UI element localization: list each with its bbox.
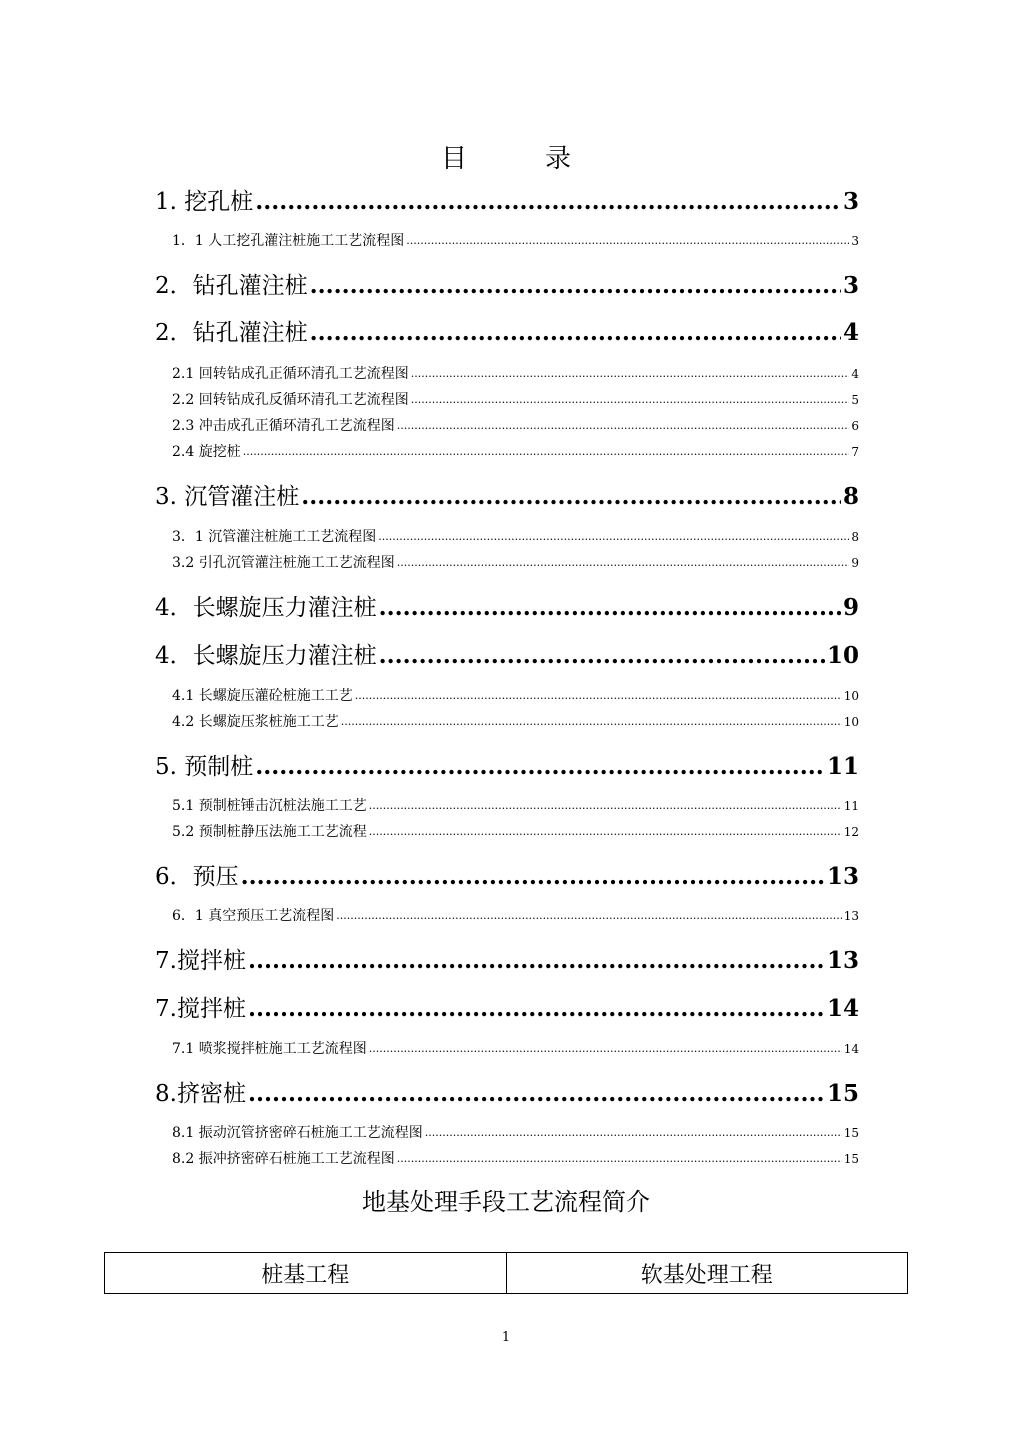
toc-entry-label: 8.2 振冲挤密碎石桩施工工艺流程图 xyxy=(172,1151,395,1167)
toc-entry-label: 6．1 真空预压工艺流程图 xyxy=(172,908,335,924)
toc-entry[interactable] xyxy=(172,553,859,573)
toc-entry-page: 11 xyxy=(826,753,859,780)
toc-entry[interactable] xyxy=(172,231,859,251)
toc-entry-label: 2.2 回转钻成孔反循环清孔工艺流程图 xyxy=(172,392,409,408)
toc-leader xyxy=(255,752,825,782)
toc-entry-label: 8.1 振动沉管挤密碎石桩施工工艺流程图 xyxy=(172,1125,423,1141)
toc-entry[interactable] xyxy=(172,1149,859,1169)
toc-leader xyxy=(369,1039,842,1059)
page-number: 1 xyxy=(501,1330,511,1345)
toc-entry-page: 14 xyxy=(826,995,859,1022)
toc-entry-page: 3 xyxy=(842,188,859,215)
toc-entry-label: 7.搅拌桩 xyxy=(155,948,246,974)
table-header-soft-foundation: 软基处理工程 xyxy=(506,1253,908,1293)
toc-entry-label: 2.4 旋挖桩 xyxy=(172,444,241,460)
toc-entry-label: 1．1 人工挖孔灌注桩施工工艺流程图 xyxy=(172,233,405,249)
toc-leader xyxy=(425,1123,842,1143)
toc-entry-page: 10 xyxy=(826,642,859,669)
toc-entry-page: 9 xyxy=(842,594,859,621)
toc-entry-page: 15 xyxy=(843,1152,859,1166)
toc-entry[interactable] xyxy=(172,712,859,732)
toc-entry[interactable] xyxy=(172,686,859,706)
toc-leader xyxy=(336,906,841,926)
toc-entry[interactable] xyxy=(172,416,859,436)
toc-entry-page: 9 xyxy=(851,556,859,570)
toc-leader xyxy=(255,187,841,217)
toc-leader xyxy=(379,593,841,623)
toc-entry-page: 11 xyxy=(843,799,859,813)
toc-entry-page: 10 xyxy=(843,715,859,729)
toc-entry-label: 5.2 预制桩静压法施工工艺流程 xyxy=(172,824,367,840)
toc-leader xyxy=(378,527,849,547)
toc-entry[interactable] xyxy=(155,994,859,1024)
toc-entry[interactable] xyxy=(155,318,859,348)
toc-leader xyxy=(310,318,841,348)
toc-entry-page: 14 xyxy=(843,1042,859,1056)
toc-leader xyxy=(248,994,825,1024)
toc-entry-page: 13 xyxy=(826,863,859,890)
toc-leader xyxy=(310,271,841,301)
toc-leader xyxy=(369,822,842,842)
toc-title-right: 录 xyxy=(545,144,572,174)
toc-entry-label: 3.2 引孔沉管灌注桩施工工艺流程图 xyxy=(172,555,395,571)
toc-leader xyxy=(241,862,825,892)
toc-entry-label: 5. 预制桩 xyxy=(155,754,254,780)
toc-entry-page: 13 xyxy=(826,947,859,974)
toc-entry-label: 6．预压 xyxy=(155,864,239,890)
summary-table xyxy=(104,1252,908,1294)
toc-entry[interactable] xyxy=(155,482,859,512)
toc-entry-label: 1. 挖孔桩 xyxy=(155,189,254,215)
toc-entry[interactable] xyxy=(172,442,859,462)
toc-leader xyxy=(341,712,842,732)
toc-leader xyxy=(355,686,842,706)
table-header-pile-foundation: 桩基工程 xyxy=(261,1262,350,1288)
toc-entry-label: 4.2 长螺旋压浆桩施工工艺 xyxy=(172,714,339,730)
toc-entry[interactable] xyxy=(155,1079,859,1109)
toc-entry-page: 10 xyxy=(843,689,859,703)
toc-leader xyxy=(248,1079,825,1109)
toc-entry[interactable] xyxy=(155,271,859,301)
toc-entry[interactable] xyxy=(172,796,859,816)
toc-entry[interactable] xyxy=(155,187,859,217)
toc-entry-label: 7.1 喷浆搅拌桩施工工艺流程图 xyxy=(172,1041,367,1057)
toc-leader xyxy=(301,482,841,512)
toc-entry-page: 7 xyxy=(851,445,859,459)
toc-entry-label: 2．钻孔灌注桩 xyxy=(155,273,308,299)
toc-entry-label: 2．钻孔灌注桩 xyxy=(155,320,308,346)
toc-entry[interactable] xyxy=(172,364,859,384)
toc-leader xyxy=(411,390,850,410)
toc-entry-page: 4 xyxy=(842,319,859,346)
toc-entry-label: 4．长螺旋压力灌注桩 xyxy=(155,595,377,621)
toc-entry[interactable] xyxy=(155,593,859,623)
toc-entry-label: 5.1 预制桩锤击沉桩法施工工艺 xyxy=(172,798,367,814)
toc-entry-page: 8 xyxy=(851,530,859,544)
toc-entry[interactable] xyxy=(172,527,859,547)
toc-entry[interactable] xyxy=(172,1039,859,1059)
toc-entry-label: 4.1 长螺旋压灌砼桩施工工艺 xyxy=(172,688,353,704)
toc-entry-label: 4．长螺旋压力灌注桩 xyxy=(155,643,377,669)
section-title: 地基处理手段工艺流程简介 xyxy=(362,1188,650,1216)
toc-entry[interactable] xyxy=(172,1123,859,1143)
toc-entry-page: 6 xyxy=(851,419,859,433)
toc-entry[interactable] xyxy=(172,390,859,410)
toc-title-left: 目 xyxy=(440,144,467,174)
toc-entry[interactable] xyxy=(155,752,859,782)
toc-leader xyxy=(411,364,850,384)
toc-leader xyxy=(248,946,825,976)
toc-entry-label: 3. 沉管灌注桩 xyxy=(155,484,300,510)
toc-entry[interactable] xyxy=(172,822,859,842)
toc-entry-page: 3 xyxy=(842,272,859,299)
toc-leader xyxy=(243,442,850,462)
toc-entry[interactable] xyxy=(155,862,859,892)
toc-entry-label: 7.搅拌桩 xyxy=(155,996,246,1022)
toc-leader xyxy=(379,641,825,671)
toc-entry-label: 2.3 冲击成孔正循环清孔工艺流程图 xyxy=(172,418,395,434)
toc-entry-page: 15 xyxy=(826,1080,859,1107)
toc-entry-label: 8.挤密桩 xyxy=(155,1081,246,1107)
toc-entry-label: 2.1 回转钻成孔正循环清孔工艺流程图 xyxy=(172,366,409,382)
toc-entry-page: 8 xyxy=(842,483,859,510)
toc-entry[interactable] xyxy=(172,906,859,926)
toc-leader xyxy=(397,1149,842,1169)
toc-leader xyxy=(406,231,849,251)
toc-title xyxy=(0,138,1012,175)
toc-entry-page: 3 xyxy=(851,234,859,248)
toc-entry-page: 5 xyxy=(851,393,859,407)
toc-leader xyxy=(397,553,850,573)
toc-entry[interactable] xyxy=(155,946,859,976)
toc-entry-label: 3．1 沉管灌注桩施工工艺流程图 xyxy=(172,529,377,545)
toc-entry-page: 12 xyxy=(843,825,859,839)
toc-leader xyxy=(397,416,850,436)
toc-entry-page: 13 xyxy=(843,909,859,923)
toc-entry[interactable] xyxy=(155,641,859,671)
toc-entry-page: 4 xyxy=(851,367,859,381)
toc-entry-page: 15 xyxy=(843,1126,859,1140)
toc-leader xyxy=(369,796,842,816)
